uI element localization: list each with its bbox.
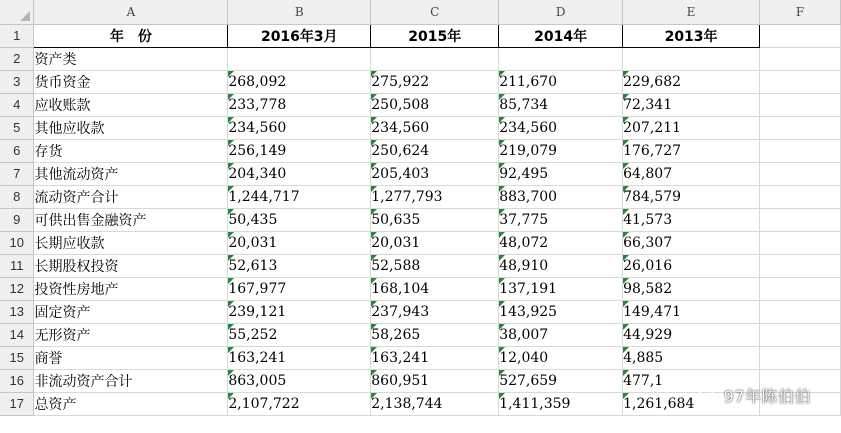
header-period-cell[interactable]: 2013年 bbox=[623, 24, 760, 47]
value-text: 275,922 bbox=[371, 73, 430, 90]
number-as-text-indicator-icon bbox=[228, 117, 234, 123]
value-cell[interactable] bbox=[371, 346, 499, 369]
number-as-text-indicator-icon bbox=[371, 393, 377, 399]
column-header-c[interactable]: C bbox=[371, 0, 499, 24]
value-text: 20,031 bbox=[228, 234, 278, 251]
value-cell[interactable] bbox=[499, 162, 623, 185]
empty-cell[interactable] bbox=[760, 93, 841, 116]
number-as-text-indicator-icon bbox=[499, 94, 505, 100]
number-as-text-indicator-icon bbox=[371, 71, 377, 77]
value-text: 41,573 bbox=[623, 211, 673, 228]
row-header[interactable]: 11 bbox=[0, 254, 34, 277]
number-as-text-indicator-icon bbox=[228, 71, 234, 77]
value-cell[interactable] bbox=[228, 369, 371, 392]
table-row bbox=[0, 231, 841, 254]
value-cell[interactable] bbox=[499, 277, 623, 300]
value-text: 48,072 bbox=[499, 234, 549, 251]
value-cell[interactable] bbox=[228, 300, 371, 323]
watermark-text: 97年陈伯伯 bbox=[723, 387, 811, 406]
value-cell[interactable] bbox=[371, 392, 499, 415]
row-header[interactable]: 1 bbox=[0, 24, 34, 47]
number-as-text-indicator-icon bbox=[371, 301, 377, 307]
value-text: 176,727 bbox=[623, 142, 682, 159]
value-cell[interactable] bbox=[228, 208, 371, 231]
value-cell[interactable] bbox=[228, 392, 371, 415]
number-as-text-indicator-icon bbox=[371, 209, 377, 215]
value-text: 168,104 bbox=[371, 280, 430, 297]
header-period-cell[interactable]: 2016年3月 bbox=[228, 24, 371, 47]
row-label-cell[interactable]: 固定资产 bbox=[34, 300, 228, 323]
number-as-text-indicator-icon bbox=[499, 163, 505, 169]
value-text: 234,560 bbox=[371, 119, 430, 136]
row-label-cell[interactable]: 无形资产 bbox=[34, 323, 228, 346]
column-header-f[interactable]: F bbox=[760, 0, 841, 24]
number-as-text-indicator-icon bbox=[228, 140, 234, 146]
number-as-text-indicator-icon bbox=[499, 117, 505, 123]
number-as-text-indicator-icon bbox=[623, 117, 629, 123]
number-as-text-indicator-icon bbox=[499, 209, 505, 215]
value-cell[interactable] bbox=[623, 300, 760, 323]
value-cell[interactable] bbox=[499, 300, 623, 323]
number-as-text-indicator-icon bbox=[371, 232, 377, 238]
row-header[interactable]: 17 bbox=[0, 392, 34, 415]
number-as-text-indicator-icon bbox=[499, 255, 505, 261]
number-as-text-indicator-icon bbox=[623, 301, 629, 307]
number-as-text-indicator-icon bbox=[499, 347, 505, 353]
value-cell[interactable] bbox=[623, 254, 760, 277]
empty-cell[interactable] bbox=[760, 346, 841, 369]
number-as-text-indicator-icon bbox=[623, 370, 629, 376]
value-cell[interactable] bbox=[623, 162, 760, 185]
value-cell[interactable] bbox=[499, 392, 623, 415]
number-as-text-indicator-icon bbox=[228, 301, 234, 307]
number-as-text-indicator-icon bbox=[499, 71, 505, 77]
number-as-text-indicator-icon bbox=[623, 347, 629, 353]
value-text: 239,121 bbox=[228, 303, 287, 320]
value-cell[interactable] bbox=[371, 300, 499, 323]
number-as-text-indicator-icon bbox=[623, 140, 629, 146]
value-text: 167,977 bbox=[228, 280, 287, 297]
row-header[interactable]: 14 bbox=[0, 323, 34, 346]
value-text: 55,252 bbox=[228, 326, 278, 343]
value-cell[interactable] bbox=[371, 323, 499, 346]
value-text: 149,471 bbox=[623, 303, 682, 320]
empty-cell[interactable] bbox=[760, 254, 841, 277]
table-row bbox=[0, 93, 841, 116]
row-header[interactable]: 7 bbox=[0, 162, 34, 185]
value-cell[interactable] bbox=[499, 70, 623, 93]
wechat-watermark bbox=[698, 384, 811, 407]
value-cell[interactable] bbox=[228, 162, 371, 185]
row-label-cell[interactable]: 非流动资产合计 bbox=[34, 369, 228, 392]
number-as-text-indicator-icon bbox=[499, 393, 505, 399]
table-row bbox=[0, 323, 841, 346]
number-as-text-indicator-icon bbox=[228, 393, 234, 399]
number-as-text-indicator-icon bbox=[371, 370, 377, 376]
row-header[interactable]: 12 bbox=[0, 277, 34, 300]
row-label-cell[interactable]: 其他应收款 bbox=[34, 116, 228, 139]
select-all-triangle-icon bbox=[20, 11, 30, 21]
table-row bbox=[0, 47, 841, 70]
row-header[interactable]: 9 bbox=[0, 208, 34, 231]
column-header-b[interactable]: B bbox=[228, 0, 371, 24]
value-text: 229,682 bbox=[623, 73, 682, 90]
value-text: 163,241 bbox=[228, 349, 287, 366]
table-row bbox=[0, 70, 841, 93]
empty-cell[interactable] bbox=[760, 208, 841, 231]
column-header-d[interactable]: D bbox=[499, 0, 623, 24]
value-cell[interactable] bbox=[371, 277, 499, 300]
value-text: 1,261,684 bbox=[623, 395, 695, 412]
value-text: 2,107,722 bbox=[228, 395, 300, 412]
value-cell[interactable] bbox=[499, 185, 623, 208]
select-all-button[interactable] bbox=[0, 0, 34, 24]
value-text: 137,191 bbox=[499, 280, 558, 297]
value-cell[interactable] bbox=[499, 93, 623, 116]
value-cell[interactable] bbox=[371, 369, 499, 392]
value-text: 204,340 bbox=[228, 165, 287, 182]
row-label-cell[interactable]: 投资性房地产 bbox=[34, 277, 228, 300]
value-cell[interactable] bbox=[499, 346, 623, 369]
value-text: 44,929 bbox=[623, 326, 673, 343]
table-row bbox=[0, 300, 841, 323]
value-text: 205,403 bbox=[371, 165, 430, 182]
value-text: 237,943 bbox=[371, 303, 430, 320]
number-as-text-indicator-icon bbox=[623, 278, 629, 284]
value-text: 38,007 bbox=[499, 326, 549, 343]
value-text: 784,579 bbox=[623, 188, 682, 205]
value-cell[interactable] bbox=[371, 162, 499, 185]
row-header[interactable]: 6 bbox=[0, 139, 34, 162]
number-as-text-indicator-icon bbox=[499, 301, 505, 307]
number-as-text-indicator-icon bbox=[623, 393, 629, 399]
value-cell[interactable] bbox=[623, 231, 760, 254]
number-as-text-indicator-icon bbox=[623, 232, 629, 238]
value-text: 250,624 bbox=[371, 142, 430, 159]
value-text: 12,040 bbox=[499, 349, 549, 366]
value-cell[interactable] bbox=[499, 323, 623, 346]
value-cell[interactable] bbox=[499, 208, 623, 231]
table-row bbox=[0, 139, 841, 162]
row-header[interactable]: 16 bbox=[0, 369, 34, 392]
table-row bbox=[0, 162, 841, 185]
empty-cell[interactable] bbox=[760, 24, 841, 47]
value-text: 50,635 bbox=[371, 211, 421, 228]
value-text: 72,341 bbox=[623, 96, 673, 113]
value-text: 20,031 bbox=[371, 234, 421, 251]
empty-cell[interactable] bbox=[760, 139, 841, 162]
value-text: 207,211 bbox=[623, 119, 682, 136]
number-as-text-indicator-icon bbox=[228, 94, 234, 100]
value-cell[interactable] bbox=[623, 70, 760, 93]
value-text: 26,016 bbox=[623, 257, 673, 274]
value-text: 163,241 bbox=[371, 349, 430, 366]
value-cell[interactable] bbox=[623, 346, 760, 369]
number-as-text-indicator-icon bbox=[228, 278, 234, 284]
table-row bbox=[0, 116, 841, 139]
value-cell[interactable] bbox=[371, 70, 499, 93]
empty-cell[interactable] bbox=[760, 162, 841, 185]
value-text: 527,659 bbox=[499, 372, 558, 389]
value-text: 2,138,744 bbox=[371, 395, 443, 412]
empty-cell[interactable] bbox=[760, 300, 841, 323]
number-as-text-indicator-icon bbox=[371, 324, 377, 330]
number-as-text-indicator-icon bbox=[228, 255, 234, 261]
value-cell[interactable] bbox=[228, 116, 371, 139]
value-cell[interactable] bbox=[228, 323, 371, 346]
value-cell[interactable] bbox=[623, 208, 760, 231]
value-cell[interactable] bbox=[228, 254, 371, 277]
value-text: 92,495 bbox=[499, 165, 549, 182]
value-text: 1,411,359 bbox=[499, 395, 571, 412]
value-text: 143,925 bbox=[499, 303, 558, 320]
value-cell[interactable] bbox=[499, 254, 623, 277]
value-text: 863,005 bbox=[228, 372, 287, 389]
number-as-text-indicator-icon bbox=[371, 347, 377, 353]
number-as-text-indicator-icon bbox=[371, 140, 377, 146]
empty-cell[interactable] bbox=[760, 116, 841, 139]
value-cell[interactable] bbox=[499, 116, 623, 139]
empty-cell[interactable] bbox=[371, 47, 499, 70]
value-text: 52,588 bbox=[371, 257, 421, 274]
value-text: 211,670 bbox=[499, 73, 558, 90]
number-as-text-indicator-icon bbox=[371, 255, 377, 261]
number-as-text-indicator-icon bbox=[623, 186, 629, 192]
value-cell[interactable] bbox=[228, 93, 371, 116]
number-as-text-indicator-icon bbox=[228, 370, 234, 376]
value-text: 85,734 bbox=[499, 96, 549, 113]
row-header[interactable]: 4 bbox=[0, 93, 34, 116]
number-as-text-indicator-icon bbox=[499, 324, 505, 330]
value-text: 64,807 bbox=[623, 165, 673, 182]
value-text: 250,508 bbox=[371, 96, 430, 113]
value-cell[interactable] bbox=[228, 346, 371, 369]
value-text: 860,951 bbox=[371, 372, 430, 389]
value-text: 477,1 bbox=[623, 372, 664, 389]
row-label-cell[interactable]: 长期股权投资 bbox=[34, 254, 228, 277]
table-row bbox=[0, 277, 841, 300]
data-rows bbox=[0, 70, 841, 415]
empty-cell[interactable] bbox=[760, 277, 841, 300]
number-as-text-indicator-icon bbox=[499, 232, 505, 238]
empty-cell[interactable] bbox=[760, 70, 841, 93]
value-cell[interactable] bbox=[371, 139, 499, 162]
number-as-text-indicator-icon bbox=[228, 209, 234, 215]
value-text: 233,778 bbox=[228, 96, 287, 113]
value-cell[interactable] bbox=[623, 185, 760, 208]
number-as-text-indicator-icon bbox=[623, 163, 629, 169]
value-cell[interactable] bbox=[499, 231, 623, 254]
header-period-cell[interactable]: 2015年 bbox=[371, 24, 499, 47]
number-as-text-indicator-icon bbox=[228, 347, 234, 353]
row-header[interactable]: 8 bbox=[0, 185, 34, 208]
empty-cell[interactable] bbox=[760, 323, 841, 346]
value-text: 50,435 bbox=[228, 211, 278, 228]
number-as-text-indicator-icon bbox=[228, 232, 234, 238]
number-as-text-indicator-icon bbox=[371, 94, 377, 100]
value-cell[interactable] bbox=[623, 323, 760, 346]
number-as-text-indicator-icon bbox=[371, 163, 377, 169]
empty-cell[interactable] bbox=[228, 47, 371, 70]
value-text: 58,265 bbox=[371, 326, 421, 343]
value-text: 268,092 bbox=[228, 73, 287, 90]
number-as-text-indicator-icon bbox=[371, 186, 377, 192]
row-label-cell[interactable]: 应收账款 bbox=[34, 93, 228, 116]
table-row bbox=[0, 254, 841, 277]
table-header-row bbox=[0, 24, 841, 47]
number-as-text-indicator-icon bbox=[623, 71, 629, 77]
value-cell[interactable] bbox=[371, 185, 499, 208]
value-cell[interactable] bbox=[371, 116, 499, 139]
value-text: 48,910 bbox=[499, 257, 549, 274]
value-cell[interactable] bbox=[499, 369, 623, 392]
value-cell[interactable] bbox=[623, 93, 760, 116]
value-cell[interactable] bbox=[228, 277, 371, 300]
header-year-cell[interactable]: 年 份 bbox=[34, 24, 228, 47]
row-label-cell[interactable]: 总资产 bbox=[34, 392, 228, 415]
wechat-icon bbox=[698, 388, 720, 404]
table-row bbox=[0, 185, 841, 208]
value-text: 4,885 bbox=[623, 349, 664, 366]
number-as-text-indicator-icon bbox=[623, 255, 629, 261]
value-cell[interactable] bbox=[499, 139, 623, 162]
value-text: 98,582 bbox=[623, 280, 673, 297]
row-label-cell[interactable]: 流动资产合计 bbox=[34, 185, 228, 208]
value-cell[interactable] bbox=[228, 139, 371, 162]
value-text: 256,149 bbox=[228, 142, 287, 159]
number-as-text-indicator-icon bbox=[499, 278, 505, 284]
value-text: 219,079 bbox=[499, 142, 558, 159]
row-label-cell[interactable]: 商誉 bbox=[34, 346, 228, 369]
row-label-cell[interactable]: 存货 bbox=[34, 139, 228, 162]
column-header-e[interactable]: E bbox=[623, 0, 760, 24]
value-cell[interactable] bbox=[623, 116, 760, 139]
number-as-text-indicator-icon bbox=[623, 209, 629, 215]
number-as-text-indicator-icon bbox=[228, 186, 234, 192]
empty-cell[interactable] bbox=[760, 185, 841, 208]
value-cell[interactable] bbox=[371, 93, 499, 116]
table-row bbox=[0, 208, 841, 231]
empty-cell[interactable] bbox=[760, 231, 841, 254]
number-as-text-indicator-icon bbox=[499, 140, 505, 146]
row-header[interactable]: 2 bbox=[0, 47, 34, 70]
number-as-text-indicator-icon bbox=[228, 324, 234, 330]
number-as-text-indicator-icon bbox=[623, 94, 629, 100]
value-cell[interactable] bbox=[371, 254, 499, 277]
empty-cell[interactable] bbox=[760, 47, 841, 70]
value-text: 234,560 bbox=[228, 119, 287, 136]
row-label-cell[interactable]: 其他流动资产 bbox=[34, 162, 228, 185]
number-as-text-indicator-icon bbox=[499, 370, 505, 376]
value-text: 66,307 bbox=[623, 234, 673, 251]
number-as-text-indicator-icon bbox=[371, 117, 377, 123]
value-text: 1,244,717 bbox=[228, 188, 300, 205]
empty-cell[interactable] bbox=[499, 47, 623, 70]
number-as-text-indicator-icon bbox=[371, 278, 377, 284]
table-row bbox=[0, 346, 841, 369]
row-header[interactable]: 15 bbox=[0, 346, 34, 369]
row-header[interactable]: 3 bbox=[0, 70, 34, 93]
value-text: 883,700 bbox=[499, 188, 558, 205]
row-label-cell[interactable]: 货币资金 bbox=[34, 70, 228, 93]
row-label-cell[interactable]: 可供出售金融资产 bbox=[34, 208, 228, 231]
column-header-row bbox=[0, 0, 841, 24]
row-label-cell[interactable]: 长期应收款 bbox=[34, 231, 228, 254]
number-as-text-indicator-icon bbox=[228, 163, 234, 169]
value-cell[interactable] bbox=[228, 70, 371, 93]
row-header[interactable]: 13 bbox=[0, 300, 34, 323]
value-text: 1,277,793 bbox=[371, 188, 443, 205]
row-header[interactable]: 10 bbox=[0, 231, 34, 254]
value-cell[interactable] bbox=[371, 208, 499, 231]
value-text: 234,560 bbox=[499, 119, 558, 136]
value-cell[interactable] bbox=[228, 231, 371, 254]
number-as-text-indicator-icon bbox=[499, 186, 505, 192]
column-header-a[interactable]: A bbox=[34, 0, 228, 24]
value-cell[interactable] bbox=[623, 139, 760, 162]
value-cell[interactable] bbox=[623, 277, 760, 300]
row-header[interactable]: 5 bbox=[0, 116, 34, 139]
value-text: 37,775 bbox=[499, 211, 549, 228]
value-text: 52,613 bbox=[228, 257, 278, 274]
value-cell[interactable] bbox=[228, 185, 371, 208]
header-period-cell[interactable]: 2014年 bbox=[499, 24, 623, 47]
section-label-cell[interactable]: 资产类 bbox=[34, 47, 228, 70]
empty-cell[interactable] bbox=[623, 47, 760, 70]
number-as-text-indicator-icon bbox=[623, 324, 629, 330]
value-cell[interactable] bbox=[371, 231, 499, 254]
